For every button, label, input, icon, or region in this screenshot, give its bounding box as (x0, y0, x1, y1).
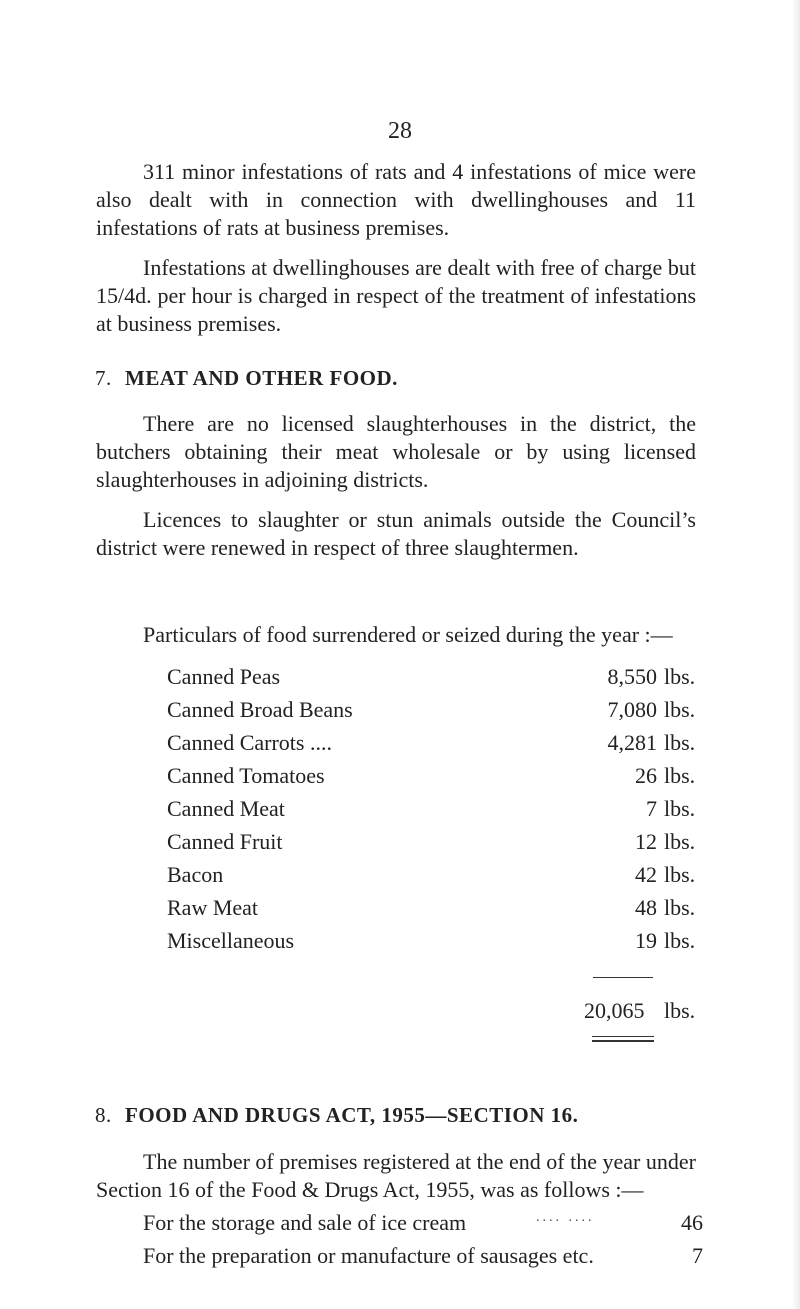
food-row (167, 825, 707, 858)
food-quantity: 8,550 (607, 664, 657, 689)
food-quantity: 42 (635, 862, 657, 887)
food-quantity: 4,281 (607, 730, 657, 755)
food-name: Canned Tomatoes (167, 763, 325, 788)
food-unit: lbs. (664, 928, 696, 953)
paragraph-premises: The number of premises registered at the end of the year under Section 16 of the Food & Drugs Act, 1955, was as follows :— (96, 1149, 696, 1202)
food-quantity: 26 (635, 763, 657, 788)
page-edge (792, 0, 800, 1309)
premises-row (143, 1243, 703, 1273)
food-quantity: 7,080 (607, 697, 657, 722)
section-7-title: MEAT AND OTHER FOOD. (125, 366, 398, 390)
food-row (167, 759, 707, 792)
premises-label: For the storage and sale of ice cream (143, 1210, 467, 1235)
food-name: Canned Broad Beans (167, 697, 353, 722)
total-unit: lbs. (664, 998, 696, 1023)
section-7-number: 7. (95, 366, 112, 390)
section-8-title: FOOD AND DRUGS ACT, 1955—SECTION 16. (125, 1103, 579, 1127)
food-quantity: 48 (635, 895, 657, 920)
section-7-heading (95, 366, 398, 391)
food-row (167, 891, 707, 924)
food-unit: lbs. (664, 796, 696, 821)
premises-label: For the preparation or manufacture of sausages etc. (143, 1243, 594, 1268)
section-8-heading (95, 1103, 578, 1128)
food-row (167, 726, 707, 759)
food-quantity: 12 (635, 829, 657, 854)
food-row (167, 858, 707, 891)
premises-value: 46 (681, 1210, 703, 1235)
total-rule (593, 977, 653, 978)
total-double-rule-bottom (592, 1040, 654, 1042)
food-unit: lbs. (664, 862, 696, 887)
food-name: Raw Meat (167, 895, 259, 920)
food-unit: lbs. (664, 895, 696, 920)
food-row (167, 924, 707, 957)
food-unit: lbs. (664, 763, 696, 788)
premises-row (143, 1210, 703, 1240)
food-row (167, 792, 707, 825)
food-name: Canned Carrots .... (167, 730, 332, 755)
food-unit: lbs. (664, 730, 696, 755)
food-quantity: 7 (646, 796, 657, 821)
food-unit: lbs. (664, 829, 696, 854)
food-intro: Particulars of food surrendered or seized during the year :— (143, 622, 673, 647)
total-quantity: 20,065 (584, 998, 645, 1023)
food-unit: lbs. (664, 697, 696, 722)
total-double-rule-top (592, 1036, 654, 1037)
page-number: 28 (388, 118, 412, 144)
food-row (167, 660, 707, 693)
food-name: Canned Fruit (167, 829, 283, 854)
paragraph-slaughterhouses: There are no licensed slaughterhouses in the district, the butchers obtaining their meat wholesale or by using licensed slaughterhouses in adjoining districts. (96, 411, 696, 492)
premises-value: 7 (692, 1243, 703, 1268)
food-name: Canned Meat (167, 796, 285, 821)
food-unit: lbs. (664, 664, 696, 689)
paragraph-rats-mice: 311 minor infestations of rats and 4 infestations of mice were also dealt with in connection with dwellinghouses and 11 infestations of rats at business premises. (96, 159, 696, 240)
food-quantity: 19 (635, 928, 657, 953)
food-row (167, 693, 707, 726)
food-name: Miscellaneous (167, 928, 295, 953)
section-8-number: 8. (95, 1103, 112, 1127)
paragraph-infestation-charges: Infestations at dwellinghouses are dealt with free of charge but 15/4d. per hour is charged in respect of the treatment of infestations at business premises. (96, 255, 696, 336)
premises-leader: .... .... (536, 1210, 595, 1225)
food-name: Bacon (167, 862, 224, 887)
food-name: Canned Peas (167, 664, 281, 689)
food-table (167, 660, 707, 957)
paragraph-licences: Licences to slaughter or stun animals outside the Council’s district were renewed in respect of three slaughtermen. (96, 507, 696, 560)
